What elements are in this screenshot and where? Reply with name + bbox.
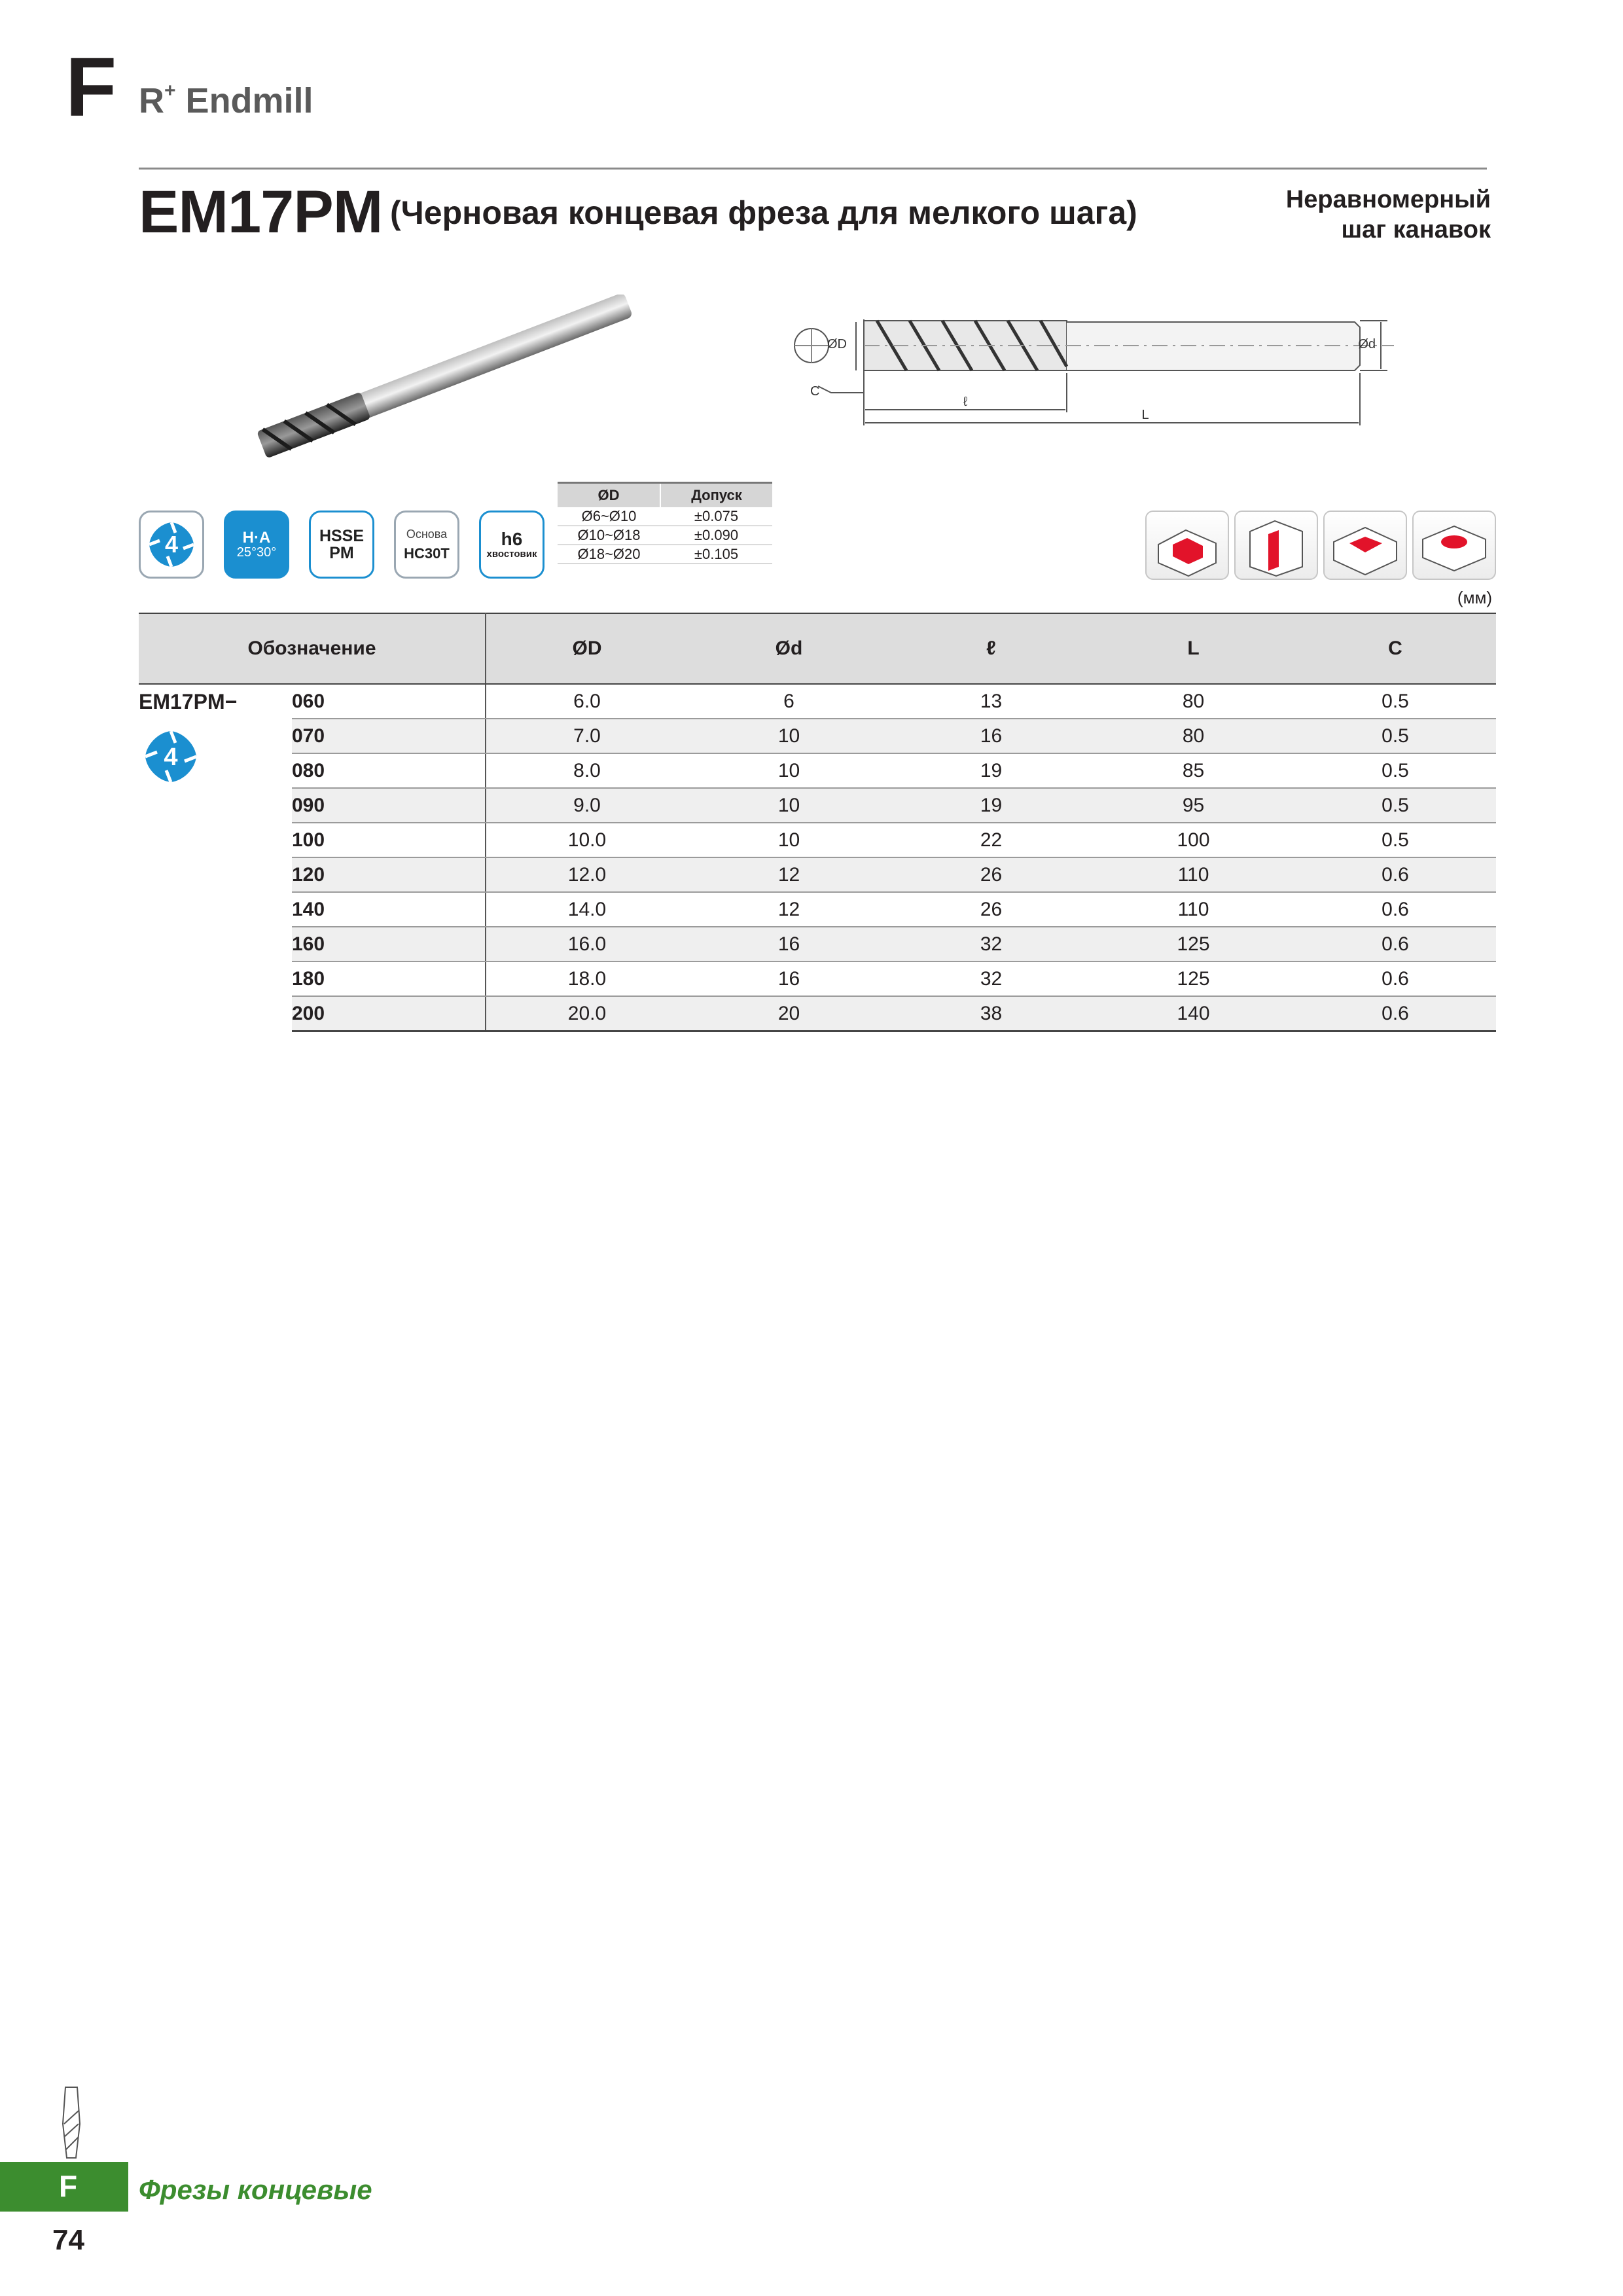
C-cell: 0.5 (1294, 719, 1496, 753)
D-cell: 12.0 (486, 857, 688, 892)
endmill-side-icon (55, 2085, 88, 2162)
base-icon (394, 511, 459, 579)
flute-count-icon (139, 511, 204, 579)
l-cell: 38 (890, 996, 1092, 1031)
table-row (139, 927, 1496, 961)
l-cell: 13 (890, 684, 1092, 719)
code-cell: 140 (292, 892, 486, 927)
plunging-icon (1412, 511, 1496, 580)
tol-header-d: ØD (558, 483, 660, 508)
code-cell: 070 (292, 719, 486, 753)
L-cell: 125 (1092, 927, 1294, 961)
tolerance-table (558, 482, 772, 564)
label-l: ℓ (963, 395, 968, 409)
material-line-2: PM (329, 544, 354, 562)
tol-row: Ø18~Ø20 ±0.105 (558, 545, 772, 564)
table-row (139, 892, 1496, 927)
unit-label: (мм) (1457, 588, 1492, 607)
L-cell: 100 (1092, 823, 1294, 857)
d-cell: 12 (688, 857, 890, 892)
code-cell: 200 (292, 996, 486, 1031)
dimension-table (139, 613, 1496, 1032)
d-cell: 10 (688, 788, 890, 823)
series-code: EM17PM− (139, 690, 238, 713)
L-cell: 85 (1092, 753, 1294, 788)
helix-label: H·A (242, 528, 271, 547)
tol-row: Ø6~Ø10 ±0.075 (558, 507, 772, 526)
table-row (139, 961, 1496, 996)
code-cell: 180 (292, 961, 486, 996)
C-cell: 0.5 (1294, 823, 1496, 857)
L-cell: 110 (1092, 857, 1294, 892)
endmill-drawing (766, 308, 1407, 439)
base-label: Основа (406, 528, 448, 541)
label-L: L (1141, 408, 1149, 422)
L-cell: 110 (1092, 892, 1294, 927)
d-cell: 10 (688, 823, 890, 857)
shank-icon (479, 511, 544, 579)
C-cell: 0.6 (1294, 996, 1496, 1031)
D-cell: 10.0 (486, 823, 688, 857)
D-cell: 8.0 (486, 753, 688, 788)
D-cell: 20.0 (486, 996, 688, 1031)
d-cell: 10 (688, 753, 890, 788)
endmill-photo (236, 295, 654, 465)
l-cell: 32 (890, 927, 1092, 961)
page-number: 74 (52, 2224, 84, 2256)
tol-row: Ø10~Ø18 ±0.090 (558, 526, 772, 545)
code-cell: 060 (292, 684, 486, 719)
L-cell: 140 (1092, 996, 1294, 1031)
d-cell: 20 (688, 996, 890, 1031)
table-row (139, 753, 1496, 788)
C-cell: 0.5 (1294, 684, 1496, 719)
shank-label: хвостовик (486, 548, 537, 560)
header-D: ØD (486, 613, 688, 684)
pitch-note (1286, 185, 1491, 245)
C-cell: 0.6 (1294, 961, 1496, 996)
table-row (139, 857, 1496, 892)
header-d: Ød (688, 613, 890, 684)
header-L: L (1092, 613, 1294, 684)
table-row (139, 684, 1496, 719)
tol-header-tol: Допуск (660, 483, 772, 508)
d-cell: 16 (688, 927, 890, 961)
header-l: ℓ (890, 613, 1092, 684)
d-cell: 10 (688, 719, 890, 753)
l-cell: 22 (890, 823, 1092, 857)
L-cell: 80 (1092, 684, 1294, 719)
model-description: (Черновая концевая фреза для мелкого шага) (390, 194, 1137, 231)
pitch-line-1: Неравномерный (1285, 186, 1491, 213)
L-cell: 80 (1092, 719, 1294, 753)
table-row (139, 996, 1496, 1031)
D-cell: 16.0 (486, 927, 688, 961)
brand-plus: + (164, 80, 176, 101)
code-cell: 080 (292, 753, 486, 788)
D-cell: 18.0 (486, 961, 688, 996)
svg-text:4: 4 (164, 531, 179, 558)
label-c: C (810, 384, 820, 399)
section-letter: F (65, 41, 117, 134)
header-rule (139, 168, 1487, 170)
four-flute-icon (141, 727, 200, 786)
L-cell: 125 (1092, 961, 1294, 996)
D-cell: 14.0 (486, 892, 688, 927)
code-cell: 100 (292, 823, 486, 857)
label-D: ØD (827, 337, 847, 351)
material-line-1: HSSE (319, 526, 365, 545)
side-milling-icon (1234, 511, 1318, 580)
L-cell: 95 (1092, 788, 1294, 823)
helix-angle-icon (224, 511, 289, 579)
table-row (139, 788, 1496, 823)
pocketing-icon (1323, 511, 1407, 580)
brand-title (139, 81, 313, 118)
base-value: HC30T (404, 545, 450, 562)
brand-rest: Endmill (185, 81, 313, 120)
footer-section-letter: F (59, 2169, 78, 2203)
header-designation: Обозначение (139, 613, 486, 684)
brand-r: R (139, 81, 164, 120)
table-row (139, 823, 1496, 857)
pitch-line-2: шаг канавок (1341, 216, 1491, 243)
label-d: Ød (1358, 337, 1376, 351)
D-cell: 7.0 (486, 719, 688, 753)
l-cell: 19 (890, 788, 1092, 823)
l-cell: 19 (890, 753, 1092, 788)
helix-value: 25°30° (236, 545, 277, 560)
D-cell: 6.0 (486, 684, 688, 719)
d-cell: 16 (688, 961, 890, 996)
D-cell: 9.0 (486, 788, 688, 823)
code-cell: 120 (292, 857, 486, 892)
footer-title: Фрезы концевые (139, 2174, 372, 2205)
l-cell: 26 (890, 892, 1092, 927)
slotting-icon (1145, 511, 1229, 580)
table-row (139, 719, 1496, 753)
header-C: C (1294, 613, 1496, 684)
d-cell: 12 (688, 892, 890, 927)
series-cell (139, 684, 292, 1031)
C-cell: 0.6 (1294, 927, 1496, 961)
C-cell: 0.6 (1294, 857, 1496, 892)
code-cell: 160 (292, 927, 486, 961)
material-icon (309, 511, 374, 579)
d-cell: 6 (688, 684, 890, 719)
l-cell: 16 (890, 719, 1092, 753)
C-cell: 0.5 (1294, 753, 1496, 788)
shank-tolerance: h6 (501, 529, 523, 550)
C-cell: 0.6 (1294, 892, 1496, 927)
l-cell: 32 (890, 961, 1092, 996)
model-code: EM17PM (139, 179, 383, 245)
l-cell: 26 (890, 857, 1092, 892)
four-flute-icon (145, 518, 198, 571)
svg-text:4: 4 (164, 744, 178, 771)
code-cell: 090 (292, 788, 486, 823)
C-cell: 0.5 (1294, 788, 1496, 823)
